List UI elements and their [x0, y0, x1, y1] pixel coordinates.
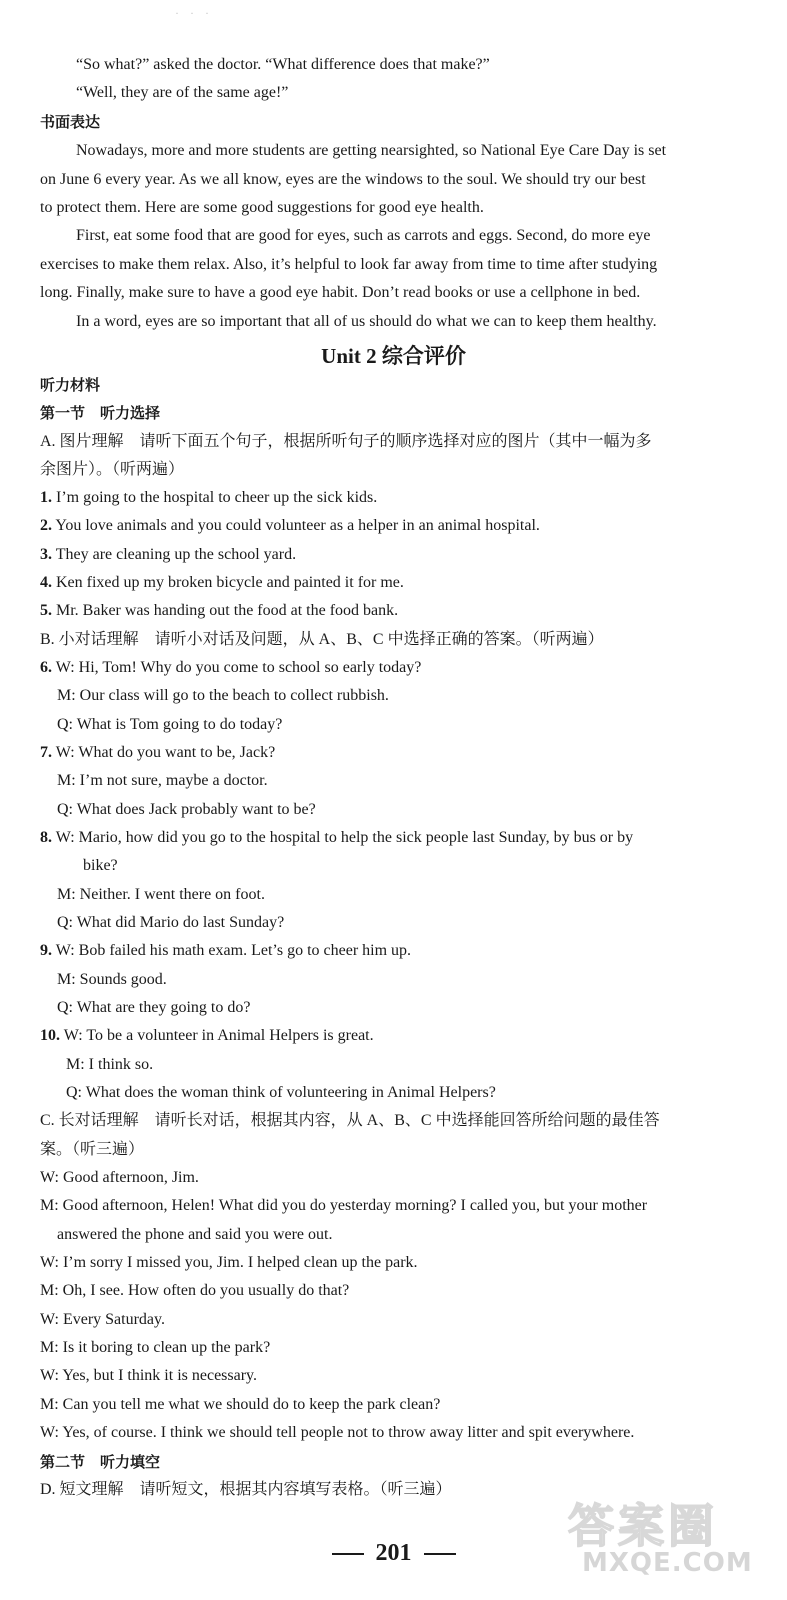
writing-line: In a word, eyes are so important that all of us should do what we can to keep them healthy. — [76, 313, 657, 330]
dialogue-line: M: Can you tell me what we should do to keep the park clean? — [40, 1396, 441, 1413]
item-number: 10. — [40, 1027, 60, 1044]
dialogue-line: W: Good afternoon, Jim. — [40, 1169, 199, 1186]
dialogue-line: M: I think so. — [66, 1056, 154, 1073]
story-line: “Well, they are of the same age!” — [76, 84, 289, 101]
dialogue-line — [40, 940, 747, 962]
page-number: 201 — [375, 1540, 412, 1566]
instruction-line: D. 短文理解 请听短文，根据其内容填写表格。（听三遍） — [40, 1481, 452, 1498]
instruction-line: 余图片）。（听两遍） — [40, 461, 185, 478]
item-number: 5. — [40, 602, 52, 619]
instruction-line: B. 小对话理解 请听小对话及问题，从 A、B、C 中选择正确的答案。（听两遍） — [40, 631, 604, 648]
dialogue-line — [40, 742, 747, 764]
listening-material-heading: 听力材料 — [40, 376, 101, 394]
writing-line: on June 6 every year. As we all know, eyes are the windows to the soul. We should try our best — [40, 171, 646, 188]
top-mark: · · · — [175, 6, 213, 20]
item-text: You love animals and you could volunteer as a helper in an animal hospital. — [55, 517, 540, 534]
dialogue-line: W: Yes, but I think it is necessary. — [40, 1367, 258, 1384]
dialogue-line: W: Yes, of course. I think we should tell people not to throw away litter and spit everywhere. — [40, 1424, 635, 1441]
dialogue-line — [40, 657, 747, 679]
item-text: Ken fixed up my broken bicycle and painted it for me. — [56, 574, 404, 591]
dialogue-line: M: Our class will go to the beach to collect rubbish. — [57, 687, 389, 704]
item-number: 9. — [40, 942, 52, 959]
item-number: 7. — [40, 744, 52, 761]
writing-line: long. Finally, make sure to have a good eye habit. Don’t read books or use a cellphone in bed. — [40, 284, 641, 301]
story-line: “So what?” asked the doctor. “What difference does that make?” — [76, 56, 490, 73]
writing-line: Nowadays, more and more students are getting nearsighted, so National Eye Care Day is set — [76, 142, 667, 159]
section2-heading: 第二节 听力填空 — [40, 1453, 161, 1471]
dialogue-text: W: What do you want to be, Jack? — [55, 744, 276, 761]
dialogue-text: W: Bob failed his math exam. Let’s go to cheer him up. — [55, 942, 412, 959]
dialogue-text: W: To be a volunteer in Animal Helpers is great. — [63, 1027, 374, 1044]
item-number: 1. — [40, 489, 52, 506]
unit-title: Unit 2 综合评价 — [321, 344, 466, 368]
instruction-line: 案。（听三遍） — [40, 1141, 145, 1158]
writing-line: to protect them. Here are some good suggestions for good eye health. — [40, 199, 484, 216]
item-number: 3. — [40, 546, 52, 563]
dialogue-line: W: Every Saturday. — [40, 1311, 165, 1328]
dialogue-line: Q: What are they going to do? — [57, 999, 251, 1016]
instruction-line: C. 长对话理解 请听长对话，根据其内容，从 A、B、C 中选择能回答所给问题的最佳答 — [40, 1112, 660, 1129]
item-number: 2. — [40, 517, 52, 534]
dialogue-line: M: Is it boring to clean up the park? — [40, 1339, 271, 1356]
watermark-url: MXQE.COM — [582, 1548, 753, 1578]
writing-line: exercises to make them relax. Also, it’s helpful to look far away from time to time after studying — [40, 256, 658, 273]
dialogue-line: Q: What does the woman think of volunteering in Animal Helpers? — [66, 1084, 496, 1101]
dash-decoration — [424, 1553, 456, 1555]
dialogue-line — [40, 827, 747, 849]
list-item — [40, 487, 747, 509]
dialogue-line: M: Sounds good. — [57, 971, 167, 988]
dialogue-line: M: Oh, I see. How often do you usually do that? — [40, 1282, 350, 1299]
item-number: 4. — [40, 574, 52, 591]
instruction-line: A. 图片理解 请听下面五个句子，根据所听句子的顺序选择对应的图片（其中一幅为多 — [40, 433, 652, 450]
list-item — [40, 600, 747, 622]
watermark-text: 答案圈 — [568, 1499, 718, 1553]
item-text: I’m going to the hospital to cheer up the sick kids. — [56, 489, 378, 506]
dialogue-line: M: I’m not sure, maybe a doctor. — [57, 772, 268, 789]
writing-line: First, eat some food that are good for eyes, such as carrots and eggs. Second, do more eye — [76, 227, 651, 244]
dialogue-line: Q: What is Tom going to do today? — [57, 716, 283, 733]
dialogue-line — [40, 1025, 747, 1047]
watermark-logo — [560, 1490, 770, 1590]
dialogue-line: Q: What did Mario do last Sunday? — [57, 914, 285, 931]
dialogue-text: W: Hi, Tom! Why do you come to school so early today? — [55, 659, 422, 676]
list-item — [40, 515, 747, 537]
writing-heading: 书面表达 — [40, 113, 101, 131]
item-number: 8. — [40, 829, 52, 846]
list-item — [40, 572, 747, 594]
dialogue-line: Q: What does Jack probably want to be? — [57, 801, 316, 818]
dash-decoration — [332, 1553, 364, 1555]
list-item — [40, 544, 747, 566]
dialogue-line: W: I’m sorry I missed you, Jim. I helped clean up the park. — [40, 1254, 418, 1271]
dialogue-line: M: Good afternoon, Helen! What did you do yesterday morning? I called you, but your mother — [40, 1197, 648, 1214]
dialogue-line: M: Neither. I went there on foot. — [57, 886, 265, 903]
item-number: 6. — [40, 659, 52, 676]
dialogue-line: bike? — [83, 857, 118, 874]
item-text: They are cleaning up the school yard. — [55, 546, 297, 563]
dialogue-line: answered the phone and said you were out. — [57, 1226, 333, 1243]
section1-heading: 第一节 听力选择 — [40, 404, 161, 422]
item-text: Mr. Baker was handing out the food at the food bank. — [56, 602, 399, 619]
dialogue-text: W: Mario, how did you go to the hospital to help the sick people last Sunday, by bus or by — [55, 829, 634, 846]
